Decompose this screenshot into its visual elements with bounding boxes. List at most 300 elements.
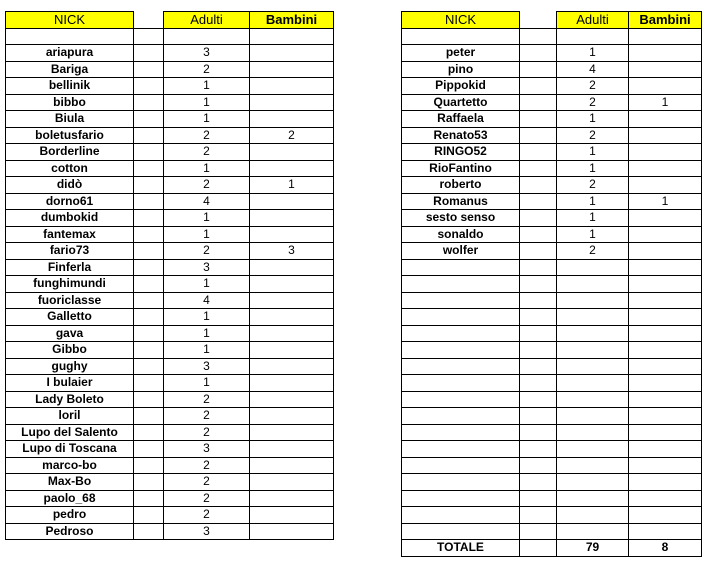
nick-cell[interactable]: Max-Bo bbox=[6, 474, 134, 491]
adulti-cell[interactable] bbox=[557, 358, 629, 375]
bambini-cell[interactable] bbox=[629, 474, 702, 491]
table-row bbox=[402, 292, 702, 309]
cell[interactable] bbox=[6, 28, 134, 45]
totals-row bbox=[402, 540, 702, 557]
adulti-cell[interactable]: 2 bbox=[164, 457, 250, 474]
spacer-cell[interactable] bbox=[134, 490, 164, 507]
adulti-cell[interactable]: 1 bbox=[164, 78, 250, 95]
bambini-cell[interactable] bbox=[629, 325, 702, 342]
table-row bbox=[6, 61, 334, 78]
adulti-cell[interactable]: 4 bbox=[164, 193, 250, 210]
nick-cell[interactable]: Finferla bbox=[6, 259, 134, 276]
spacer-cell[interactable] bbox=[520, 193, 557, 210]
bambini-cell[interactable] bbox=[250, 111, 334, 128]
bambini-cell[interactable] bbox=[629, 45, 702, 62]
table-row bbox=[6, 342, 334, 359]
bambini-cell[interactable]: 2 bbox=[250, 127, 334, 144]
blank-row bbox=[402, 28, 702, 45]
nick-cell[interactable]: Pippokid bbox=[402, 78, 520, 95]
bambini-cell[interactable] bbox=[629, 391, 702, 408]
table-row bbox=[6, 309, 334, 326]
adulti-cell[interactable]: 2 bbox=[164, 144, 250, 161]
adulti-cell[interactable]: 2 bbox=[164, 408, 250, 425]
spacer-cell[interactable] bbox=[520, 61, 557, 78]
adulti-cell[interactable]: 2 bbox=[557, 127, 629, 144]
adulti-cell[interactable]: 2 bbox=[164, 243, 250, 260]
table-row bbox=[6, 424, 334, 441]
table-row bbox=[6, 474, 334, 491]
adulti-cell[interactable]: 2 bbox=[557, 94, 629, 111]
bambini-cell[interactable] bbox=[250, 507, 334, 524]
bambini-cell[interactable] bbox=[250, 292, 334, 309]
adulti-cell[interactable]: 1 bbox=[557, 210, 629, 227]
spacer-cell[interactable] bbox=[520, 210, 557, 227]
bambini-cell[interactable] bbox=[250, 342, 334, 359]
spacer-cell[interactable] bbox=[520, 540, 557, 557]
nick-cell[interactable]: ariapura bbox=[6, 45, 134, 62]
bambini-cell[interactable] bbox=[250, 144, 334, 161]
table-row bbox=[6, 94, 334, 111]
spacer-cell[interactable] bbox=[520, 457, 557, 474]
adulti-cell[interactable]: 3 bbox=[164, 45, 250, 62]
nick-cell[interactable] bbox=[402, 292, 520, 309]
nick-header[interactable]: NICK bbox=[402, 12, 520, 29]
nick-cell[interactable]: paolo_68 bbox=[6, 490, 134, 507]
table-row bbox=[6, 276, 334, 293]
nick-cell[interactable]: Quartetto bbox=[402, 94, 520, 111]
totals-label[interactable]: TOTALE bbox=[402, 540, 520, 557]
blank-row bbox=[6, 28, 334, 45]
cell[interactable] bbox=[164, 28, 250, 45]
nick-cell[interactable]: Lupo del Salento bbox=[6, 424, 134, 441]
table-row bbox=[402, 127, 702, 144]
nick-cell[interactable]: pedro bbox=[6, 507, 134, 524]
spacer-cell[interactable] bbox=[520, 177, 557, 194]
spacer-cell[interactable] bbox=[134, 507, 164, 524]
spacer-cell[interactable] bbox=[134, 94, 164, 111]
spacer-cell[interactable] bbox=[134, 474, 164, 491]
spacer-cell[interactable] bbox=[520, 160, 557, 177]
adulti-cell[interactable] bbox=[557, 424, 629, 441]
spacer-cell[interactable] bbox=[520, 276, 557, 293]
nick-cell[interactable]: dumbokid bbox=[6, 210, 134, 227]
adulti-cell[interactable]: 2 bbox=[164, 391, 250, 408]
adulti-cell[interactable]: 1 bbox=[557, 111, 629, 128]
nick-cell[interactable]: Bariga bbox=[6, 61, 134, 78]
adulti-cell[interactable]: 1 bbox=[164, 226, 250, 243]
nick-cell[interactable]: peter bbox=[402, 45, 520, 62]
nick-cell[interactable] bbox=[402, 391, 520, 408]
cell[interactable] bbox=[629, 28, 702, 45]
spacer-cell[interactable] bbox=[520, 490, 557, 507]
spacer-cell[interactable] bbox=[520, 507, 557, 524]
bambini-cell[interactable] bbox=[250, 408, 334, 425]
table-row bbox=[6, 210, 334, 227]
table-row bbox=[402, 424, 702, 441]
nick-cell[interactable] bbox=[402, 375, 520, 392]
nick-cell[interactable]: pino bbox=[402, 61, 520, 78]
table-row bbox=[402, 276, 702, 293]
bambini-cell[interactable] bbox=[629, 358, 702, 375]
adulti-cell[interactable]: 1 bbox=[557, 160, 629, 177]
table-row bbox=[402, 94, 702, 111]
table-row bbox=[6, 292, 334, 309]
table-row bbox=[402, 210, 702, 227]
bambini-cell[interactable] bbox=[629, 309, 702, 326]
nick-cell[interactable] bbox=[402, 474, 520, 491]
nick-cell[interactable]: sonaldo bbox=[402, 226, 520, 243]
totals-adulti[interactable]: 79 bbox=[557, 540, 629, 557]
adulti-cell[interactable]: 3 bbox=[164, 523, 250, 540]
adulti-cell[interactable] bbox=[557, 507, 629, 524]
bambini-cell[interactable] bbox=[629, 441, 702, 458]
nick-cell[interactable] bbox=[402, 424, 520, 441]
bambini-cell[interactable] bbox=[250, 193, 334, 210]
nick-cell[interactable] bbox=[402, 507, 520, 524]
nick-cell[interactable]: didò bbox=[6, 177, 134, 194]
nick-cell[interactable]: I bulaier bbox=[6, 375, 134, 392]
spacer-cell[interactable] bbox=[520, 45, 557, 62]
bambini-cell[interactable] bbox=[629, 210, 702, 227]
adulti-cell[interactable]: 3 bbox=[164, 259, 250, 276]
left-header-row bbox=[6, 12, 334, 29]
spacer-cell[interactable] bbox=[134, 292, 164, 309]
nick-cell[interactable]: Romanus bbox=[402, 193, 520, 210]
adulti-cell[interactable] bbox=[557, 408, 629, 425]
nick-cell[interactable]: fuoriclasse bbox=[6, 292, 134, 309]
table-row bbox=[6, 226, 334, 243]
adulti-cell[interactable]: 1 bbox=[164, 210, 250, 227]
adulti-cell[interactable]: 2 bbox=[164, 127, 250, 144]
bambini-cell[interactable] bbox=[250, 61, 334, 78]
nick-cell[interactable]: Biula bbox=[6, 111, 134, 128]
nick-cell[interactable]: marco-bo bbox=[6, 457, 134, 474]
spacer-cell[interactable] bbox=[134, 226, 164, 243]
spacer-cell[interactable] bbox=[520, 375, 557, 392]
spacer-cell[interactable] bbox=[134, 61, 164, 78]
adulti-cell[interactable]: 2 bbox=[164, 474, 250, 491]
table-row bbox=[6, 375, 334, 392]
bambini-cell[interactable]: 3 bbox=[250, 243, 334, 260]
nick-cell[interactable]: roberto bbox=[402, 177, 520, 194]
bambini-cell[interactable] bbox=[250, 276, 334, 293]
bambini-cell[interactable] bbox=[250, 441, 334, 458]
bambini-cell[interactable] bbox=[250, 309, 334, 326]
spacer-cell[interactable] bbox=[134, 160, 164, 177]
bambini-cell[interactable] bbox=[250, 78, 334, 95]
spacer-cell[interactable] bbox=[520, 78, 557, 95]
adulti-cell[interactable]: 1 bbox=[164, 111, 250, 128]
spacer-cell[interactable] bbox=[520, 243, 557, 260]
cell[interactable] bbox=[520, 28, 557, 45]
table-row bbox=[6, 358, 334, 375]
bambini-header[interactable]: Bambini bbox=[250, 12, 334, 29]
nick-cell[interactable]: RINGO52 bbox=[402, 144, 520, 161]
bambini-cell[interactable] bbox=[250, 457, 334, 474]
adulti-cell[interactable]: 4 bbox=[164, 292, 250, 309]
cell[interactable] bbox=[557, 28, 629, 45]
bambini-cell[interactable] bbox=[629, 226, 702, 243]
adulti-cell[interactable]: 1 bbox=[557, 193, 629, 210]
adulti-cell[interactable] bbox=[557, 309, 629, 326]
bambini-cell[interactable] bbox=[250, 210, 334, 227]
spacer-cell[interactable] bbox=[134, 375, 164, 392]
nick-cell[interactable] bbox=[402, 259, 520, 276]
nick-cell[interactable]: RioFantino bbox=[402, 160, 520, 177]
nick-cell[interactable]: sesto senso bbox=[402, 210, 520, 227]
adulti-cell[interactable] bbox=[557, 292, 629, 309]
spacer-cell[interactable] bbox=[520, 94, 557, 111]
spacer-cell[interactable] bbox=[520, 358, 557, 375]
spacer-cell[interactable] bbox=[520, 127, 557, 144]
nick-cell[interactable]: loril bbox=[6, 408, 134, 425]
bambini-cell[interactable] bbox=[250, 94, 334, 111]
spacer-cell[interactable] bbox=[520, 111, 557, 128]
spacer-cell[interactable] bbox=[134, 127, 164, 144]
spacer-cell[interactable] bbox=[134, 408, 164, 425]
spacer-cell[interactable] bbox=[134, 391, 164, 408]
nick-cell[interactable] bbox=[402, 490, 520, 507]
spacer-cell[interactable] bbox=[520, 259, 557, 276]
adulti-cell[interactable]: 2 bbox=[557, 177, 629, 194]
bambini-cell[interactable] bbox=[629, 375, 702, 392]
bambini-cell[interactable] bbox=[250, 375, 334, 392]
table-row bbox=[6, 507, 334, 524]
bambini-cell[interactable]: 1 bbox=[629, 94, 702, 111]
nick-cell[interactable]: Lupo di Toscana bbox=[6, 441, 134, 458]
adulti-cell[interactable]: 2 bbox=[164, 490, 250, 507]
right-table bbox=[401, 11, 702, 557]
bambini-cell[interactable] bbox=[629, 111, 702, 128]
nick-cell[interactable]: bibbo bbox=[6, 94, 134, 111]
bambini-cell[interactable] bbox=[250, 490, 334, 507]
spacer-cell[interactable] bbox=[520, 309, 557, 326]
spacer-cell[interactable] bbox=[520, 144, 557, 161]
adulti-cell[interactable]: 3 bbox=[164, 441, 250, 458]
totals-bambini[interactable]: 8 bbox=[629, 540, 702, 557]
bambini-cell[interactable] bbox=[629, 259, 702, 276]
spacer-cell[interactable] bbox=[134, 309, 164, 326]
nick-cell[interactable] bbox=[402, 358, 520, 375]
bambini-cell[interactable] bbox=[629, 408, 702, 425]
spacer-cell[interactable] bbox=[134, 144, 164, 161]
adulti-cell[interactable]: 4 bbox=[557, 61, 629, 78]
spacer-cell[interactable] bbox=[134, 441, 164, 458]
table-row bbox=[402, 391, 702, 408]
bambini-cell[interactable] bbox=[629, 61, 702, 78]
nick-cell[interactable] bbox=[402, 342, 520, 359]
spacer-cell[interactable] bbox=[134, 276, 164, 293]
nick-cell[interactable]: funghimundi bbox=[6, 276, 134, 293]
adulti-cell[interactable]: 2 bbox=[557, 243, 629, 260]
adulti-header[interactable]: Adulti bbox=[557, 12, 629, 29]
table-row bbox=[402, 457, 702, 474]
adulti-cell[interactable]: 1 bbox=[164, 94, 250, 111]
adulti-cell[interactable]: 1 bbox=[557, 144, 629, 161]
adulti-cell[interactable]: 3 bbox=[164, 358, 250, 375]
bambini-cell[interactable] bbox=[629, 292, 702, 309]
adulti-cell[interactable] bbox=[557, 441, 629, 458]
bambini-cell[interactable] bbox=[629, 243, 702, 260]
table-row bbox=[6, 408, 334, 425]
bambini-cell[interactable] bbox=[629, 177, 702, 194]
adulti-cell[interactable]: 1 bbox=[164, 160, 250, 177]
table-row bbox=[402, 358, 702, 375]
nick-cell[interactable]: fario73 bbox=[6, 243, 134, 260]
bambini-cell[interactable] bbox=[250, 523, 334, 540]
nick-cell[interactable] bbox=[402, 441, 520, 458]
adulti-cell[interactable] bbox=[557, 375, 629, 392]
nick-cell[interactable]: bellinik bbox=[6, 78, 134, 95]
table-row bbox=[402, 309, 702, 326]
adulti-cell[interactable] bbox=[557, 474, 629, 491]
table-row bbox=[6, 391, 334, 408]
table-row bbox=[6, 490, 334, 507]
nick-cell[interactable]: fantemax bbox=[6, 226, 134, 243]
bambini-cell[interactable] bbox=[629, 78, 702, 95]
spacer-cell[interactable] bbox=[134, 177, 164, 194]
spacer-cell[interactable] bbox=[520, 325, 557, 342]
spacer-cell[interactable] bbox=[134, 424, 164, 441]
bambini-cell[interactable] bbox=[250, 391, 334, 408]
table-row bbox=[6, 111, 334, 128]
adulti-cell[interactable] bbox=[557, 259, 629, 276]
bambini-cell[interactable] bbox=[629, 424, 702, 441]
bambini-cell[interactable] bbox=[250, 45, 334, 62]
bambini-cell[interactable] bbox=[250, 474, 334, 491]
cell[interactable] bbox=[134, 28, 164, 45]
nick-cell[interactable]: boletusfario bbox=[6, 127, 134, 144]
nick-cell[interactable]: Gibbo bbox=[6, 342, 134, 359]
nick-cell[interactable]: Raffaela bbox=[402, 111, 520, 128]
table-row bbox=[402, 144, 702, 161]
bambini-cell[interactable] bbox=[250, 358, 334, 375]
table-row bbox=[402, 342, 702, 359]
adulti-cell[interactable]: 1 bbox=[164, 276, 250, 293]
nick-cell[interactable]: Borderline bbox=[6, 144, 134, 161]
spacer-cell[interactable] bbox=[520, 523, 557, 540]
bambini-cell[interactable]: 1 bbox=[629, 193, 702, 210]
spacer-cell[interactable] bbox=[520, 441, 557, 458]
spacer-cell[interactable] bbox=[134, 111, 164, 128]
spacer-cell[interactable] bbox=[134, 342, 164, 359]
nick-cell[interactable]: wolfer bbox=[402, 243, 520, 260]
spacer-cell[interactable] bbox=[134, 523, 164, 540]
spacer-cell[interactable] bbox=[134, 210, 164, 227]
spacer-cell[interactable] bbox=[520, 474, 557, 491]
adulti-cell[interactable]: 2 bbox=[557, 78, 629, 95]
adulti-cell[interactable] bbox=[557, 490, 629, 507]
bambini-cell[interactable] bbox=[250, 259, 334, 276]
nick-cell[interactable] bbox=[402, 325, 520, 342]
spacer-cell[interactable] bbox=[520, 424, 557, 441]
bambini-cell[interactable] bbox=[629, 507, 702, 524]
spacer-cell[interactable] bbox=[520, 342, 557, 359]
nick-cell[interactable]: gava bbox=[6, 325, 134, 342]
cell[interactable] bbox=[402, 28, 520, 45]
bambini-cell[interactable]: 1 bbox=[250, 177, 334, 194]
adulti-cell[interactable] bbox=[557, 391, 629, 408]
bambini-cell[interactable] bbox=[629, 144, 702, 161]
spacer-cell[interactable] bbox=[134, 259, 164, 276]
spacer-cell[interactable] bbox=[134, 243, 164, 260]
adulti-cell[interactable] bbox=[557, 342, 629, 359]
table-row bbox=[402, 177, 702, 194]
table-row bbox=[402, 45, 702, 62]
bambini-cell[interactable] bbox=[629, 160, 702, 177]
bambini-cell[interactable] bbox=[629, 342, 702, 359]
spacer-cell[interactable] bbox=[134, 457, 164, 474]
nick-cell[interactable]: Renato53 bbox=[402, 127, 520, 144]
bambini-cell[interactable] bbox=[250, 424, 334, 441]
nick-cell[interactable]: dorno61 bbox=[6, 193, 134, 210]
spacer-cell[interactable] bbox=[134, 45, 164, 62]
adulti-cell[interactable]: 1 bbox=[557, 45, 629, 62]
nick-cell[interactable] bbox=[402, 276, 520, 293]
nick-cell[interactable]: Pedroso bbox=[6, 523, 134, 540]
nick-cell[interactable] bbox=[402, 457, 520, 474]
table-row bbox=[6, 177, 334, 194]
nick-cell[interactable] bbox=[402, 309, 520, 326]
nick-cell[interactable] bbox=[402, 523, 520, 540]
adulti-cell[interactable]: 2 bbox=[164, 61, 250, 78]
bambini-header[interactable]: Bambini bbox=[629, 12, 702, 29]
spacer-cell[interactable] bbox=[520, 391, 557, 408]
adulti-header[interactable]: Adulti bbox=[164, 12, 250, 29]
bambini-cell[interactable] bbox=[250, 160, 334, 177]
adulti-cell[interactable]: 1 bbox=[164, 325, 250, 342]
spacer-cell[interactable] bbox=[134, 78, 164, 95]
nick-cell[interactable]: Lady Boleto bbox=[6, 391, 134, 408]
spacer-cell[interactable] bbox=[520, 408, 557, 425]
bambini-cell[interactable] bbox=[250, 226, 334, 243]
adulti-cell[interactable] bbox=[557, 523, 629, 540]
cell[interactable] bbox=[250, 28, 334, 45]
spacer-cell[interactable] bbox=[134, 358, 164, 375]
adulti-cell[interactable] bbox=[557, 276, 629, 293]
spacer-cell[interactable] bbox=[134, 193, 164, 210]
spacer-cell[interactable] bbox=[520, 226, 557, 243]
bambini-cell[interactable] bbox=[629, 523, 702, 540]
adulti-cell[interactable]: 1 bbox=[164, 342, 250, 359]
nick-cell[interactable]: cotton bbox=[6, 160, 134, 177]
adulti-cell[interactable]: 1 bbox=[557, 226, 629, 243]
bambini-cell[interactable] bbox=[250, 325, 334, 342]
bambini-cell[interactable] bbox=[629, 490, 702, 507]
adulti-cell[interactable]: 2 bbox=[164, 177, 250, 194]
bambini-cell[interactable] bbox=[629, 127, 702, 144]
table-row bbox=[402, 160, 702, 177]
spacer-cell[interactable] bbox=[134, 325, 164, 342]
table-row bbox=[402, 193, 702, 210]
adulti-cell[interactable]: 1 bbox=[164, 309, 250, 326]
bambini-cell[interactable] bbox=[629, 276, 702, 293]
table-row bbox=[6, 144, 334, 161]
bambini-cell[interactable] bbox=[629, 457, 702, 474]
nick-cell[interactable]: Galletto bbox=[6, 309, 134, 326]
table-row bbox=[402, 441, 702, 458]
spacer-cell[interactable] bbox=[520, 292, 557, 309]
nick-cell[interactable]: gughy bbox=[6, 358, 134, 375]
adulti-cell[interactable]: 2 bbox=[164, 507, 250, 524]
adulti-cell[interactable] bbox=[557, 457, 629, 474]
nick-header[interactable]: NICK bbox=[6, 12, 134, 29]
left-table bbox=[5, 11, 334, 540]
nick-cell[interactable] bbox=[402, 408, 520, 425]
adulti-cell[interactable]: 1 bbox=[164, 375, 250, 392]
adulti-cell[interactable] bbox=[557, 325, 629, 342]
adulti-cell[interactable]: 2 bbox=[164, 424, 250, 441]
